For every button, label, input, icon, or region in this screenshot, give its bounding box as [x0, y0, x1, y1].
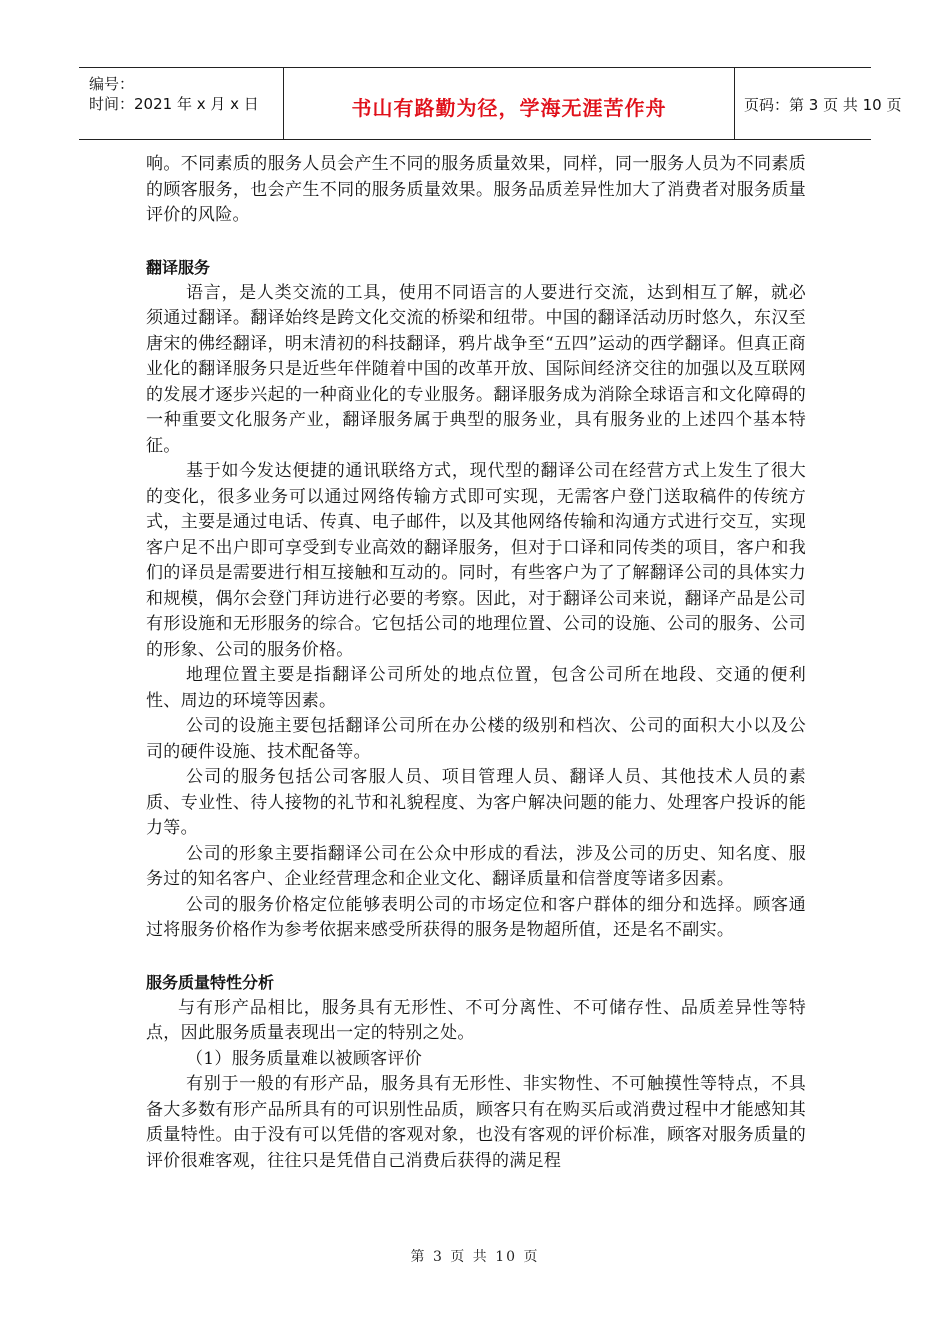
document-header	[79, 67, 902, 140]
header-page-cell	[734, 68, 902, 139]
motto-text: 书山有路勤为径，学海无涯苦作舟	[351, 96, 667, 120]
section-heading-translation: 翻译服务	[146, 257, 211, 277]
paragraph: 基于如今发达便捷的通讯联络方式，现代型的翻译公司在经营方式上发生了很大的变化，很多业务可以通过网络传输方式即可实现，无需客户登门送取稿件的传统方式，主要是通过电话、传真、电子邮件，以及其他网络传输和沟通方式进行交互，实现客户足不出户即可享受到专业高效的翻译服务，但对于口译和同传类的项目，客户和我们的译员是需要进行相互接触和互动的。同时，有些客户为了了解翻译公司的具体实力和规模，偶尔会登门拜访进行必要的考察。因此，对于翻译公司来说，翻译产品是公司有形设施和无形服务的综合。它包括公司的地理位置、公司的设施、公司的服务、公司的形象、公司的服务价格。	[146, 461, 806, 660]
paragraph: 与有形产品相比，服务具有无形性、不可分离性、不可储存性、品质差异性等特点，因此服务质量表现出一定的特别之处。	[146, 997, 806, 1043]
section-heading-quality: 服务质量特性分析	[146, 972, 275, 992]
header-meta-cell	[79, 68, 283, 139]
time-label: 时间：2021 年 x 月 x 日	[89, 95, 259, 113]
page-info: 页码：第 3 页 共 10 页	[744, 96, 902, 114]
paragraph: 语言，是人类交流的工具，使用不同语言的人要进行交流，达到相互了解，就必须通过翻译。翻译始终是跨文化交流的桥梁和纽带。中国的翻译活动历时悠久，东汉至唐宋的佛经翻译，明末清初的科技翻译，鸦片战争至“五四”运动的西学翻译。但真正商业化的翻译服务只是近些年伴随着中国的改革开放、国际间经济交往的加强以及互联网的发展才逐步兴起的一种商业化的专业服务。翻译服务成为消除全球语言和文化障碍的一种重要文化服务产业，翻译服务属于典型的服务业，具有服务业的上述四个基本特征。	[146, 282, 806, 456]
paragraph: 公司的设施主要包括翻译公司所在办公楼的级别和档次、公司的面积大小以及公司的硬件设施、技术配备等。	[146, 716, 806, 762]
paragraph: 公司的服务包括公司客服人员、项目管理人员、翻译人员、其他技术人员的素质、专业性、待人接物的礼节和礼貌程度、为客户解决问题的能力、处理客户投诉的能力等。	[146, 767, 806, 838]
paragraph: 公司的形象主要指翻译公司在公众中形成的看法，涉及公司的历史、知名度、服务过的知名客户、企业经营理念和企业文化、翻译质量和信誉度等诸多因素。	[146, 843, 806, 889]
paragraph: 地理位置主要是指翻译公司所处的地点位置，包含公司所在地段、交通的便利性、周边的环境等因素。	[146, 665, 806, 711]
document-body	[146, 152, 806, 1174]
list-item-heading: （1）服务质量难以被顾客评价	[186, 1048, 423, 1069]
paragraph: 公司的服务价格定位能够表明公司的市场定位和客户群体的细分和选择。顾客通过将服务价格作为参考依据来感受所获得的服务是物超所值，还是名不副实。	[146, 894, 806, 940]
intro-paragraph: 响。不同素质的服务人员会产生不同的服务质量效果，同样，同一服务人员为不同素质的顾客服务，也会产生不同的服务质量效果。服务品质差异性加大了消费者对服务质量评价的风险。	[146, 154, 806, 225]
number-label: 编号：	[89, 75, 135, 93]
page-footer: 第 3 页 共 10 页	[410, 1249, 540, 1265]
header-motto-cell	[283, 68, 735, 139]
paragraph: 有别于一般的有形产品，服务具有无形性、非实物性、不可触摸性等特点，不具备大多数有形产品所具有的可识别性品质，顾客只有在购买后或消费过程中才能感知其质量特性。由于没有可以凭借的客观对象，也没有客观的评价标准，顾客对服务质量的评价很难客观，往往只是凭借自己消费后获得的满足程	[146, 1074, 806, 1171]
